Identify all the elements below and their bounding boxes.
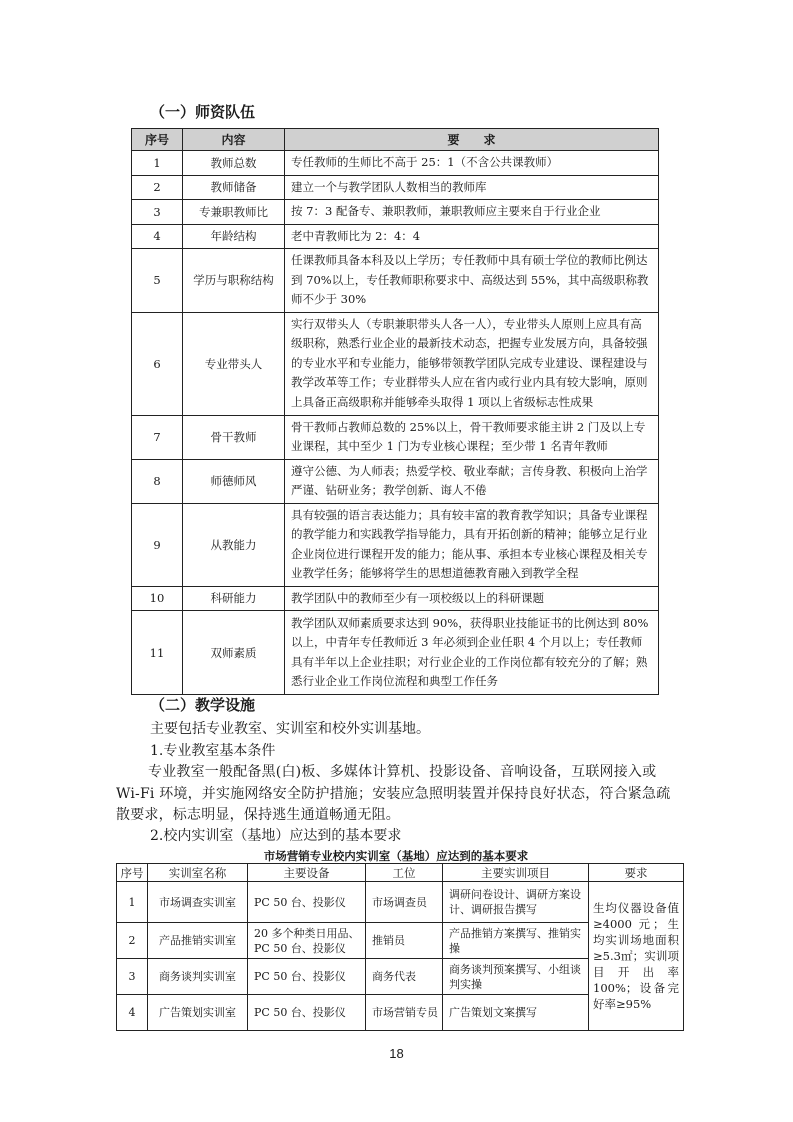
table-row xyxy=(132,503,659,586)
table-header-row xyxy=(117,864,684,882)
classroom-conditions-text: 专业教室一般配备黑(白)板、多媒体计算机、投影设备、音响设备，互联网接入或 Wi-Fi 环境，并实施网络安全防护措施；安装应急照明装置并保持良好状态，符合紧急疏散要求，标志明显，保持逃生通道畅通无阻。 xyxy=(116,764,671,823)
section-heading-facilities: （二）教学设施 xyxy=(150,696,256,714)
row-requirement: 实行双带头人（专职兼职带头人各一人），专业带头人原则上应具有高级职称，熟悉行业企业的最新技术动态，把握专业发展方向，具备较强的专业水平和专业能力，能够带领教学团队完成专业建设、课程建设与教学改革等工作；专业群带头人应在省内或行业内具有较大影响，原则上具备正高级职称并能够牵头取得 1 项以上省级标志性成果 xyxy=(285,312,659,415)
row-item: 专兼职教师比 xyxy=(183,200,285,225)
row-requirement: 老中青教师比为 2：4：4 xyxy=(285,224,659,249)
facilities-intro: 主要包括专业教室、实训室和校外实训基地。 xyxy=(150,721,430,737)
row-item: 师德师风 xyxy=(183,459,285,503)
row-no: 3 xyxy=(117,959,148,995)
row-item: 双师素质 xyxy=(183,611,285,695)
table-row xyxy=(132,459,659,503)
row-room: 市场调查实训室 xyxy=(148,882,248,923)
row-no: 1 xyxy=(132,151,183,176)
row-item: 骨干教师 xyxy=(183,415,285,459)
row-projects: 商务谈判预案撰写、小组谈判实操 xyxy=(443,959,589,995)
table-row xyxy=(132,200,659,225)
column-header-requirement: 要 求 xyxy=(285,129,659,151)
row-no: 8 xyxy=(132,459,183,503)
row-room: 广告策划实训室 xyxy=(148,995,248,1031)
row-no: 10 xyxy=(132,586,183,611)
section-heading-faculty: （一）师资队伍 xyxy=(150,103,256,121)
training-requirement: 生均仪器设备值≥4000 元；生均实训场地面积≥5.3㎡；实训项目开出率 100%；设备完好率≥95% xyxy=(589,882,684,1031)
row-no: 2 xyxy=(117,923,148,959)
row-no: 11 xyxy=(132,611,183,695)
row-item: 科研能力 xyxy=(183,586,285,611)
row-equipment: 20 多个种类日用品、PC 50 台、投影仪 xyxy=(248,923,366,959)
table-row xyxy=(132,586,659,611)
row-item: 教师总数 xyxy=(183,151,285,176)
row-requirement: 教学团队中的教师至少有一项校级以上的科研课题 xyxy=(285,586,659,611)
column-header-station: 工位 xyxy=(366,864,443,882)
table-row xyxy=(132,611,659,695)
column-header-equipment: 主要设备 xyxy=(248,864,366,882)
row-no: 7 xyxy=(132,415,183,459)
row-item: 学历与职称结构 xyxy=(183,249,285,313)
row-room: 商务谈判实训室 xyxy=(148,959,248,995)
table-row xyxy=(132,249,659,313)
row-no: 5 xyxy=(132,249,183,313)
row-requirement: 任课教师具备本科及以上学历；专任教师中具有硕士学位的教师比例达到 70%以上，专任教师职称要求中、高级达到 55%，其中高级职称教师不少于 30% xyxy=(285,249,659,313)
row-requirement: 骨干教师占教师总数的 25%以上，骨干教师要求能主讲 2 门及以上专业课程，其中至少 1 门为专业核心课程；至少带 1 名青年教师 xyxy=(285,415,659,459)
row-no: 2 xyxy=(132,175,183,200)
row-item: 专业带头人 xyxy=(183,312,285,415)
row-requirement: 教学团队双师素质要求达到 90%，获得职业技能证书的比例达到 80%以上，中青年专任教师近 3 年必须到企业任职 4 个月以上；专任教师具有半年以上企业挂职；对行业企业的工作岗位都有较充分的了解；熟悉行业企业工作岗位流程和典型工作任务 xyxy=(285,611,659,695)
row-item: 教师储备 xyxy=(183,175,285,200)
table-row xyxy=(132,151,659,176)
row-projects: 调研问卷设计、调研方案设计、调研报告撰写 xyxy=(443,882,589,923)
column-header-no: 序号 xyxy=(132,129,183,151)
row-no: 4 xyxy=(132,224,183,249)
row-requirement: 遵守公德、为人师表；热爱学校、敬业奉献；言传身教、积极向上治学严谨、钻研业务；教学创新、诲人不倦 xyxy=(285,459,659,503)
table-row xyxy=(117,882,684,923)
row-projects: 广告策划文案撰写 xyxy=(443,995,589,1031)
column-header-room: 实训室名称 xyxy=(148,864,248,882)
subsection-title-training-room: 2.校内实训室（基地）应达到的基本要求 xyxy=(150,828,402,844)
row-requirement: 建立一个与教学团队人数相当的教师库 xyxy=(285,175,659,200)
column-header-requirement: 要求 xyxy=(589,864,684,882)
row-no: 4 xyxy=(117,995,148,1031)
row-no: 9 xyxy=(132,503,183,586)
row-requirement: 专任教师的生师比不高于 25：1（不含公共课教师） xyxy=(285,151,659,176)
row-station: 市场调查员 xyxy=(366,882,443,923)
row-equipment: PC 50 台、投影仪 xyxy=(248,882,366,923)
row-station: 商务代表 xyxy=(366,959,443,995)
row-station: 市场营销专员 xyxy=(366,995,443,1031)
row-item: 从教能力 xyxy=(183,503,285,586)
table-row xyxy=(132,415,659,459)
row-projects: 产品推销方案撰写、推销实操 xyxy=(443,923,589,959)
row-no: 6 xyxy=(132,312,183,415)
row-room: 产品推销实训室 xyxy=(148,923,248,959)
training-room-table xyxy=(116,863,684,1031)
column-header-content: 内容 xyxy=(183,129,285,151)
table-caption: 市场营销专业校内实训室（基地）应达到的基本要求 xyxy=(263,849,529,863)
table-row xyxy=(132,175,659,200)
row-equipment: PC 50 台、投影仪 xyxy=(248,995,366,1031)
row-requirement: 按 7：3 配备专、兼职教师，兼职教师应主要来自于行业企业 xyxy=(285,200,659,225)
table-row xyxy=(132,312,659,415)
row-item: 年龄结构 xyxy=(183,224,285,249)
table-row xyxy=(132,224,659,249)
table-header-row xyxy=(132,129,659,151)
column-header-projects: 主要实训项目 xyxy=(443,864,589,882)
column-header-no: 序号 xyxy=(117,864,148,882)
row-no: 1 xyxy=(117,882,148,923)
page-number: 18 xyxy=(389,1046,404,1061)
row-equipment: PC 50 台、投影仪 xyxy=(248,959,366,995)
row-no: 3 xyxy=(132,200,183,225)
subsection-title-classroom: 1.专业教室基本条件 xyxy=(150,743,276,759)
row-requirement: 具有较强的语言表达能力；具有较丰富的教育教学知识；具备专业课程的教学能力和实践教学指导能力，具有开拓创新的精神；能够立足行业企业岗位进行课程开发的能力；能从事、承担本专业核心课程及相关专业教学任务；能够将学生的思想道德教育融入到教学全程 xyxy=(285,503,659,586)
faculty-requirements-table xyxy=(131,128,659,695)
row-station: 推销员 xyxy=(366,923,443,959)
